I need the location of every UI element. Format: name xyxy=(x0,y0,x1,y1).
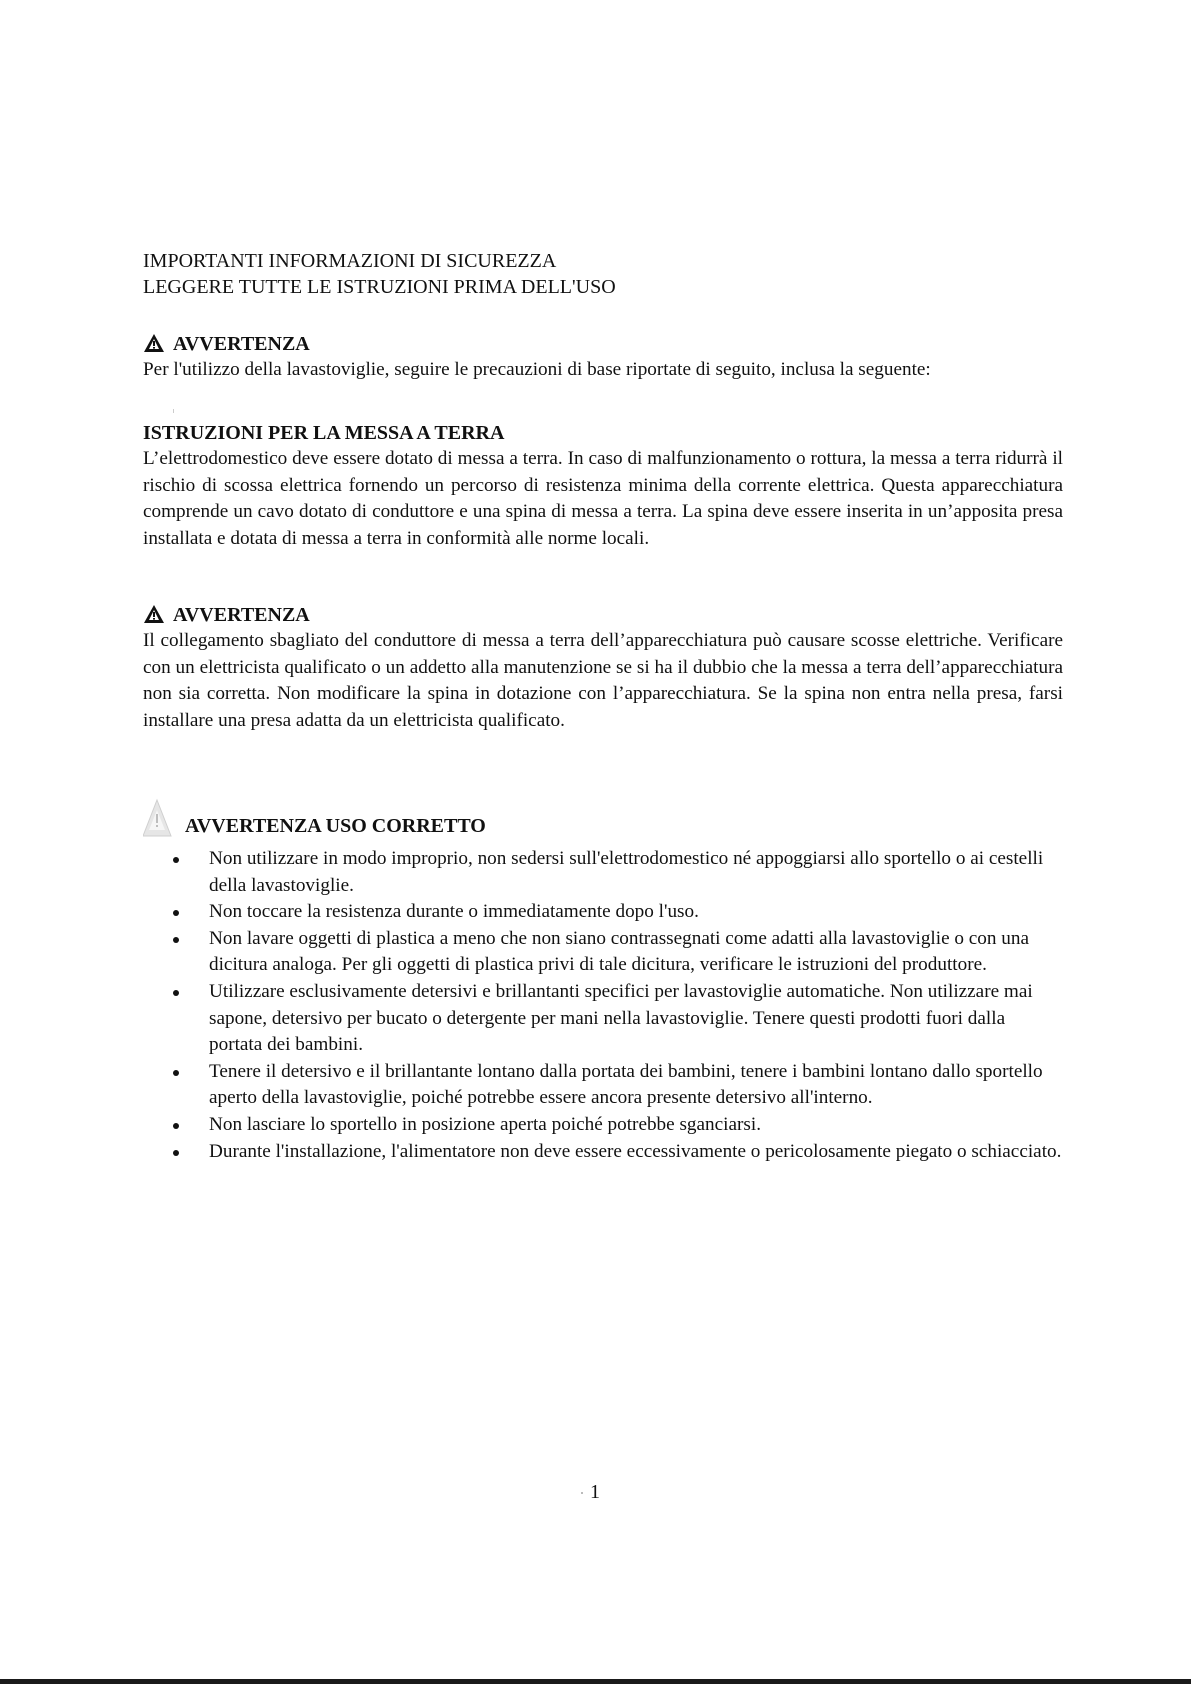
list-item xyxy=(143,846,1063,899)
correct-use-list xyxy=(143,846,1063,1165)
bullet-icon xyxy=(173,857,179,863)
warning-heading-3 xyxy=(143,806,1063,846)
warning-title-1: AVVERTENZA xyxy=(173,333,310,355)
grounding-text: L’elettrodomestico deve essere dotato di messa a terra. In caso di malfunzionamento o rottura, la messa a terra ridurrà il rischio di scossa elettrica fornendo un percorso di resistenza minima della corrente elettrica. Questa apparecchiatura comprende un cavo dotato di conduttore e una spina di messa a terra. La spina deve essere inserita in un’apposita presa installata e dotata di messa a terra in conformità alle norme locali. xyxy=(143,448,1063,549)
grounding-title: ISTRUZIONI PER LA MESSA A TERRA xyxy=(143,422,505,444)
list-item-text: Utilizzare esclusivamente detersivi e brillantanti specifici per lavastoviglie automatiche. Non utilizzare mai sapone, detersivo per bucato o detergente per mani nella lavastoviglie. Tenere questi prodotti fuori dalla portata dei bambini. xyxy=(209,980,1033,1056)
bullet-icon xyxy=(173,910,179,916)
warning-text-2: Il collegamento sbagliato del conduttore di messa a terra dell’apparecchiatura può causare scosse elettriche. Verificare con un elettricista qualificato o un addetto alla manutenzione se si ha il dubbio che la messa a terra dell’apparecchiatura non sia corretta. Non modificare la spina in dotazione con l’apparecchiatura. Se la spina non entra nella presa, farsi installare una presa adatta da un elettricista qualificato. xyxy=(143,630,1063,731)
list-item-text: Non lasciare lo sportello in posizione aperta poiché potrebbe sganciarsi. xyxy=(209,1113,761,1135)
document-header xyxy=(143,248,1063,300)
warning-heading-2 xyxy=(143,602,1063,628)
warning-title-3: AVVERTENZA USO CORRETTO xyxy=(185,815,486,837)
list-item xyxy=(143,1139,1063,1166)
header-line-2: LEGGERE TUTTE LE ISTRUZIONI PRIMA DELL'USO xyxy=(143,276,616,298)
warning-section-2 xyxy=(143,602,1063,734)
warning-triangle-icon xyxy=(143,333,165,353)
list-item-text: Non utilizzare in modo improprio, non sedersi sull'elettrodomestico né appoggiarsi allo sportello o ai cestelli della lavastoviglie. xyxy=(209,848,1044,896)
warning-section-3 xyxy=(143,806,1063,1165)
list-item xyxy=(143,1112,1063,1139)
list-item xyxy=(143,979,1063,1059)
warning-triangle-icon xyxy=(143,604,165,624)
warning-triangle-faded-icon xyxy=(143,798,177,838)
scan-edge xyxy=(0,1679,1191,1684)
scan-speck xyxy=(581,1492,583,1494)
scan-speck xyxy=(173,409,174,413)
page-number: 1 xyxy=(590,1481,600,1503)
warning-section-1 xyxy=(143,331,1063,384)
header-line-1: IMPORTANTI INFORMAZIONI DI SICUREZZA xyxy=(143,250,557,272)
warning-heading-1 xyxy=(143,331,1063,357)
list-item xyxy=(143,1059,1063,1112)
list-item-text: Tenere il detersivo e il brillantante lontano dalla portata dei bambini, tenere i bambini lontano dallo sportello aperto della lavastoviglie, poiché potrebbe essere ancora presente detersivo all'interno. xyxy=(209,1060,1043,1109)
list-item-text: Durante l'installazione, l'alimentatore non deve essere eccessivamente o pericolosamente piegato o schiacciato. xyxy=(209,1140,1062,1162)
list-item xyxy=(143,899,1063,926)
list-item-text: Non lavare oggetti di plastica a meno che non siano contrassegnati come adatti alla lavastoviglie o con una dicitura analoga. Per gli oggetti di plastica privi di tale dicitura, verificare le istruzioni del produttore. xyxy=(209,927,1029,976)
warning-title-2: AVVERTENZA xyxy=(173,604,310,626)
bullet-icon xyxy=(173,937,179,943)
list-item-text: Non toccare la resistenza durante o immediatamente dopo l'uso. xyxy=(209,901,699,923)
bullet-icon xyxy=(173,990,179,996)
list-item xyxy=(143,926,1063,979)
bullet-icon xyxy=(173,1123,179,1129)
bullet-icon xyxy=(173,1070,179,1076)
bullet-icon xyxy=(173,1150,179,1156)
grounding-section xyxy=(143,420,1063,552)
warning-text-1: Per l'utilizzo della lavastoviglie, seguire le precauzioni di base riportate di seguito, inclusa la seguente: xyxy=(143,359,931,380)
